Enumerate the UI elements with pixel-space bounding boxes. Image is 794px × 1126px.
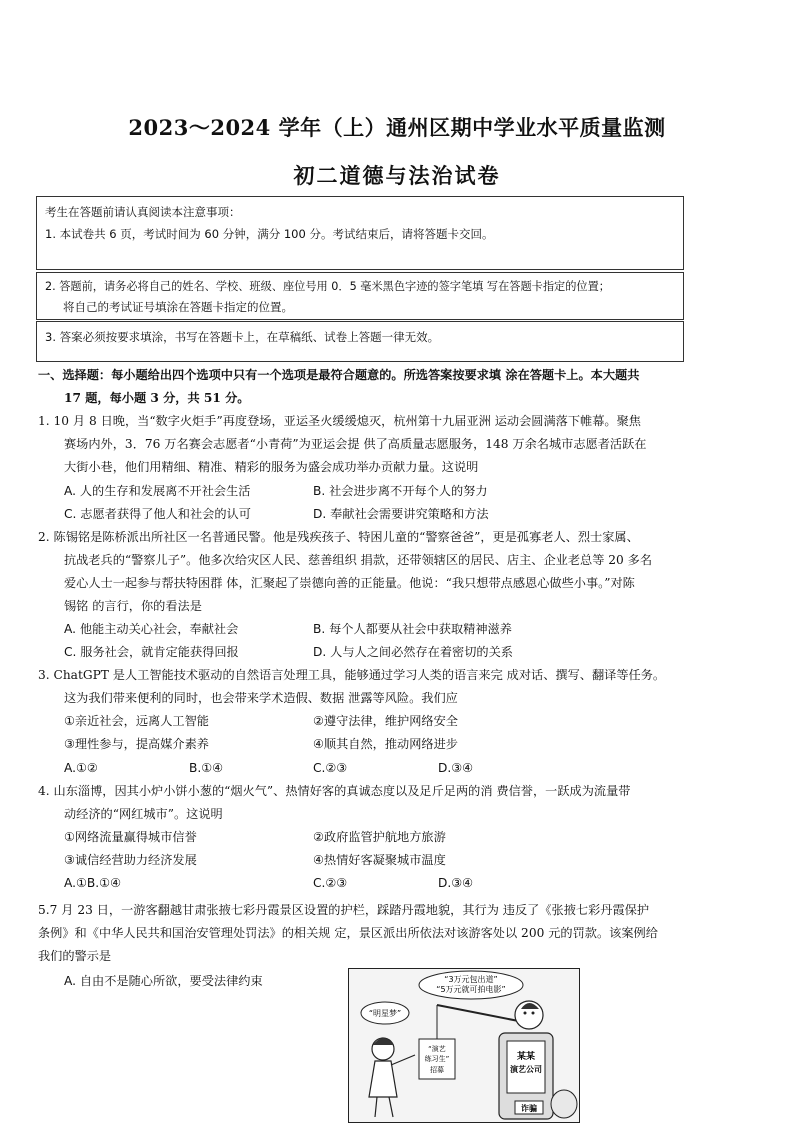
notice-item-3: 3. 答案必须按要求填涂，书写在答题卡上，在草稿纸、试卷上答题一律无效。 <box>45 330 440 344</box>
q2-line-3: 爱心人士一起参与帮扶特困群 体，汇聚起了崇德向善的正能量。他说：“我只想带点感恩心做些小事。”对陈 <box>64 576 635 590</box>
q2-line-1: 2. 陈锡铭是陈桥派出所社区一名普通民警。他是残疾孩子、特困儿童的“警察爸爸”，更是孤寡老人、烈士家属、 <box>38 530 639 544</box>
q2-line-2: 抗战老兵的“警察儿子”。他多次给灾区人民、慈善组织 捐款，还带领辖区的居民、店主、企业老总等 20 多名 <box>64 553 653 567</box>
q4-statement-1: ①网络流量赢得城市信誉 <box>64 830 197 844</box>
cartoon-drawing <box>349 969 579 1122</box>
q3-line-1: 3. ChatGPT 是人工智能技术驱动的自然语言处理工具，能够通过学习人类的语言来完 成对话、撰写、翻译等任务。 <box>38 668 666 682</box>
q5-option-a: A. 自由不是随心所欲，要受法律约束 <box>64 974 263 988</box>
girl-leg <box>375 1097 377 1117</box>
q4-option-c: C.②③ <box>313 876 348 890</box>
money-pile <box>551 1090 577 1118</box>
section-heading-b: 17 题，每小题 3 分，共 51 分。 <box>64 391 250 405</box>
fraud-cartoon-illustration <box>348 968 580 1123</box>
q3-statement-2: ②遵守法律，维护网络安全 <box>313 714 458 728</box>
q1-option-d: D. 奉献社会需要讲究策略和方法 <box>313 507 489 521</box>
notice-box-3 <box>36 321 684 362</box>
flyer-text-3: 招募 <box>430 1066 444 1074</box>
exam-title: 2023～2024 学年（上）通州区期中学业水平质量监测 <box>128 115 666 140</box>
q4-statement-3: ③诚信经营助力经济发展 <box>64 853 197 867</box>
q4-line-1: 4. 山东淄博，因其小炉小饼小葱的“烟火气”、热情好客的真诚态度以及足斤足两的消 费信誉，一跃成为流量带 <box>38 784 631 798</box>
q5-line-1: 5.7 月 23 日，一游客翻越甘肃张掖七彩丹霞景区设置的护栏，踩踏丹霞地貌，其行为 违反了《张掖七彩丹霞保护 <box>38 903 650 917</box>
q4-option-d: D.③④ <box>438 876 474 890</box>
q1-line-2: 赛场内外，3．76 万名赛会志愿者“小青荷”为亚运会提 供了高质量志愿服务，148 万余名城市志愿者活跃在 <box>64 437 647 451</box>
bubble-text-1: “3万元包出道” <box>444 975 498 984</box>
q1-option-a: A. 人的生存和发展离不开社会生活 <box>64 484 251 498</box>
notice-item-2a: 2. 答题前，请务必将自己的姓名、学校、班级、座位号用 0．5 毫米黑色字迹的签字笔填 写在答题卡指定的位置； <box>45 280 610 293</box>
q4-line-2: 动经济的“网红城市”。这说明 <box>64 807 223 821</box>
q3-statement-1: ①亲近社会，远离人工智能 <box>64 714 209 728</box>
q2-option-a: A. 他能主动关心社会，奉献社会 <box>64 622 239 636</box>
q1-line-3: 大街小巷，他们用精细、精准、精彩的服务为盛会成功举办贡献力量。这说明 <box>64 460 479 474</box>
q3-option-b: B.①④ <box>189 761 224 775</box>
notice-box-1 <box>36 196 684 270</box>
girl-body <box>369 1061 397 1097</box>
company-label-2: 演艺公司 <box>510 1065 542 1074</box>
girl-leg <box>389 1097 393 1117</box>
q4-statement-4: ④热情好客凝聚城市温度 <box>313 853 446 867</box>
notice-item-1: 1. 本试卷共 6 页，考试时间为 60 分钟，满分 100 分。考试结束后，请将答题卡交回。 <box>45 227 494 241</box>
q3-statement-3: ③理性参与，提高媒介素养 <box>64 737 209 751</box>
flyer-text-2: 练习生” <box>424 1055 450 1063</box>
q2-option-c: C. 服务社会，就肯定能获得回报 <box>64 645 239 659</box>
q3-option-d: D.③④ <box>438 761 474 775</box>
q5-line-2: 条例》和《中华人民共和国治安管理处罚法》的相关规 定，景区派出所依法对该游客处以 200 元的罚款。该案例给 <box>38 926 658 940</box>
q3-option-a: A.①② <box>64 761 98 775</box>
q2-line-4: 锡铭 的言行，你的看法是 <box>64 599 202 613</box>
q4-option-ab: A.①B.①④ <box>64 876 122 890</box>
q3-line-2: 这为我们带来便利的同时，也会带来学术造假、数据 泄露等风险。我们应 <box>64 691 458 705</box>
bubble-text-2: “5万元就可拍电影” <box>436 985 506 994</box>
notice-box-2 <box>36 272 684 320</box>
company-label-1: 某某 <box>516 1052 536 1062</box>
q1-option-b: B. 社会进步离不开每个人的努力 <box>313 484 488 498</box>
fraud-label: 诈骗 <box>521 1104 537 1113</box>
q2-option-d: D. 人与人之间必然存在着密切的关系 <box>313 645 513 659</box>
q5-line-3: 我们的警示是 <box>38 949 112 963</box>
flyer-text-1: “演艺 <box>428 1045 446 1053</box>
q2-option-b: B. 每个人都要从社会中获取精神滋养 <box>313 622 512 636</box>
q4-statement-2: ②政府监管护航地方旅游 <box>313 830 446 844</box>
q3-option-c: C.②③ <box>313 761 348 775</box>
q3-statement-4: ④顺其自然，推动网络进步 <box>313 737 458 751</box>
notice-intro: 考生在答题前请认真阅读本注意事项： <box>45 205 241 219</box>
notice-item-2b: 将自己的考试证号填涂在答题卡指定的位置。 <box>63 300 293 314</box>
girl-arm <box>391 1055 415 1065</box>
dream-text: “明星梦” <box>368 1009 402 1018</box>
section-heading-a: 一、选择题：每小题给出四个选项中只有一个选项是最符合题意的。所选答案按要求填 涂在答题卡上。本大题共 <box>38 368 640 382</box>
fisherman-eye <box>532 1012 535 1015</box>
q1-option-c: C. 志愿者获得了他人和社会的认可 <box>64 507 251 521</box>
fisherman-eye <box>524 1012 527 1015</box>
q1-line-1: 1. 10 月 8 日晚，当“数字火炬手”再度登场，亚运圣火缓缓熄灭，杭州第十九届亚洲 运动会圆满落下帷幕。聚焦 <box>38 414 641 428</box>
exam-subtitle: 初二道德与法治试卷 <box>293 163 501 188</box>
